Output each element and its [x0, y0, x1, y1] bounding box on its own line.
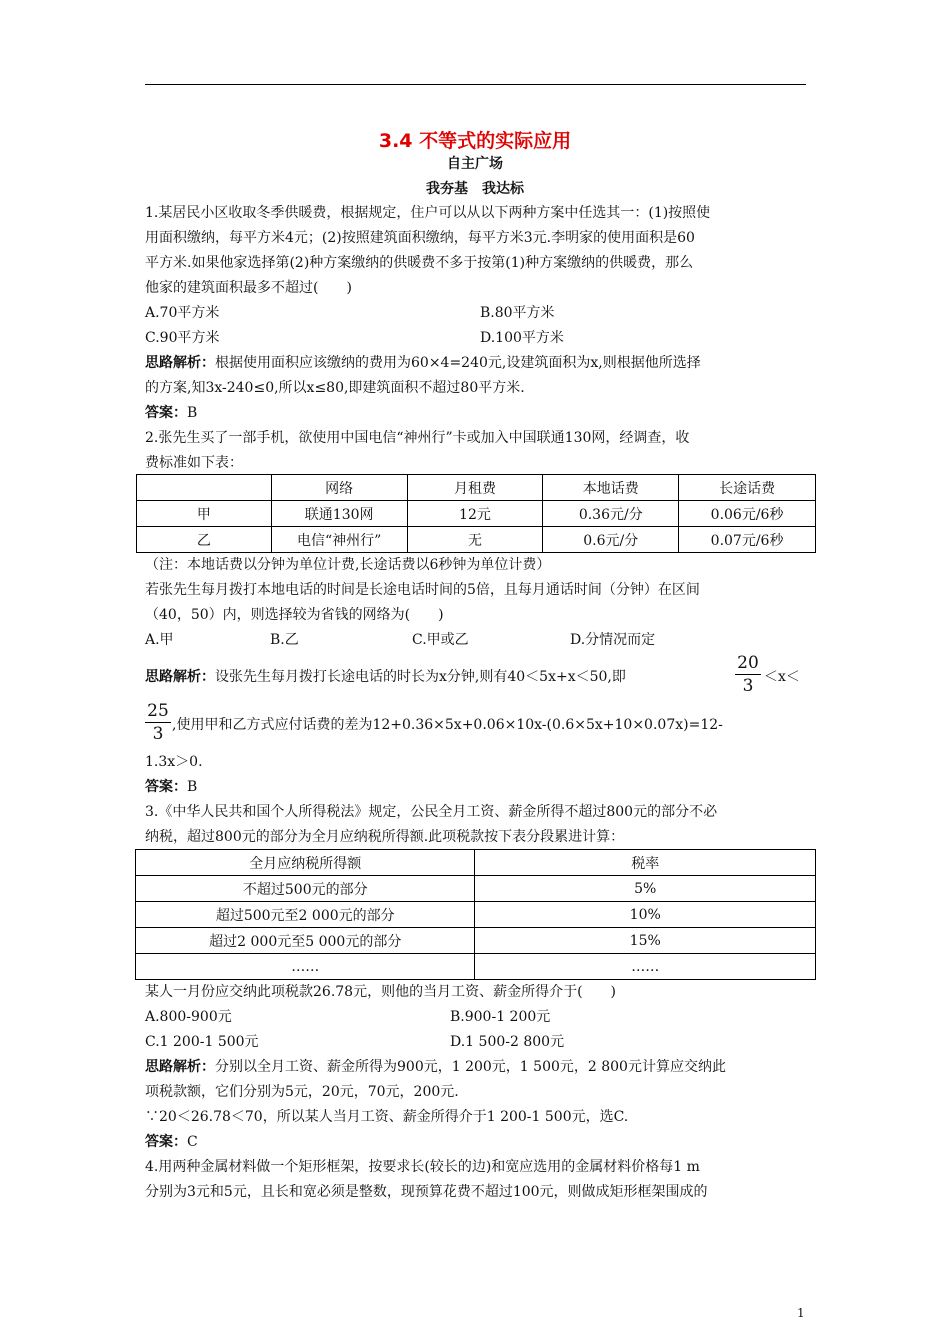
analysis-text: 设张先生每月拨打长途电话的时长为x分钟,则有40＜5x+x＜50,即 [215, 669, 626, 685]
answer-value: B [187, 405, 198, 421]
q3-option-a: A.800-900元 [145, 1009, 232, 1025]
q2-note: （注：本地话费以分钟为单位计费,长途话费以6秒钟为单位计费） [145, 557, 551, 573]
table-row [137, 527, 816, 553]
table-cell: 0.36元/分 [543, 501, 679, 527]
q3-line-2: 纳税，超过800元的部分为全月应纳税所得额.此项税款按下表分段累进计算： [145, 829, 625, 845]
q1-line-2: 用面积缴纳，每平方米4元；(2)按照建筑面积缴纳，每平方米3元.李明家的使用面积是60 [145, 230, 695, 246]
analysis-label: 思路解析： [145, 669, 215, 685]
table-cell: 10% [475, 902, 816, 928]
tax-rate-table [135, 849, 816, 980]
fee-table [136, 474, 816, 553]
q2-line-3: 若张先生每月拨打本地电话的时间是长途电话时间的5倍，且每月通话时间（分钟）在区间 [145, 582, 700, 598]
q3-answer [145, 1132, 198, 1152]
table-header-cell: 月租费 [407, 475, 543, 501]
q2-line-1: 2.张先生买了一部手机，欲使用中国电信“神州行”卡或加入中国联通130网，经调查，收 [145, 430, 690, 446]
q1-analysis-line-2: 的方案,知3x-240≤0,所以x≤80,即建筑面积不超过80平方米. [145, 380, 525, 396]
q2-analysis-inequality: ＜x＜ [764, 669, 800, 685]
table-header-cell [137, 475, 272, 501]
table-cell: 超过2 000元至5 000元的部分 [136, 928, 475, 954]
answer-label: 答案： [145, 1134, 187, 1150]
answer-label: 答案： [145, 405, 187, 421]
q1-option-c: C.90平方米 [145, 330, 220, 346]
fraction-25-over-3 [145, 700, 171, 745]
answer-value: C [187, 1134, 198, 1150]
table-cell: 乙 [137, 527, 272, 553]
table-header-cell: 长途话费 [679, 475, 816, 501]
table-cell: 0.07元/6秒 [679, 527, 816, 553]
q1-option-a: A.70平方米 [145, 305, 220, 321]
table-row [136, 902, 816, 928]
table-header-cell: 税率 [475, 850, 816, 876]
table-row [136, 954, 816, 980]
q2-analysis-line-3: 1.3x＞0. [145, 754, 203, 770]
table-row [137, 501, 816, 527]
table-cell: 无 [407, 527, 543, 553]
q1-analysis-line-1 [145, 353, 701, 373]
page-title: 3.4 不等式的实际应用 [378, 130, 572, 152]
answer-label: 答案： [145, 779, 187, 795]
q2-analysis-line-2: ,使用甲和乙方式应付话费的差为12+0.36×5x+0.06×10x-(0.6×5x+10×0.07x)=12- [172, 717, 723, 733]
table-cell: …… [136, 954, 475, 980]
table-row [136, 928, 816, 954]
q1-option-b: B.80平方米 [480, 305, 555, 321]
section-subheading: 我夯基 我达标 [426, 181, 524, 197]
q3-analysis-line-3: ∵20＜26.78＜70，所以某人当月工资、薪金所得介于1 200-1 500元，选C. [145, 1109, 629, 1125]
table-cell: 甲 [137, 501, 272, 527]
analysis-label: 思路解析： [145, 1059, 215, 1075]
table-header-cell: 网络 [271, 475, 407, 501]
q3-line-3: 某人一月份应交纳此项税款26.78元，则他的当月工资、薪金所得介于( ) [145, 984, 617, 1000]
q1-option-d: D.100平方米 [480, 330, 564, 346]
q2-analysis-line-1 [145, 667, 626, 687]
table-cell: …… [475, 954, 816, 980]
table-cell: 15% [475, 928, 816, 954]
q1-line-4: 他家的建筑面积最多不超过( ) [145, 280, 352, 296]
q1-line-1: 1.某居民小区收取冬季供暖费，根据规定，住户可以从以下两种方案中任选其一：(1)按照使 [145, 205, 711, 221]
q2-option-b: B.乙 [270, 632, 299, 648]
q2-option-c: C.甲或乙 [412, 632, 469, 648]
fraction-numerator: 25 [145, 700, 171, 723]
analysis-text: 分别以全月工资、薪金所得为900元，1 200元，1 500元，2 800元计算应交纳此 [215, 1059, 726, 1075]
q4-line-1: 4.用两种金属材料做一个矩形框架，按要求长(较长的边)和宽应选用的金属材料价格每1 m [145, 1159, 700, 1175]
q1-answer [145, 403, 197, 423]
table-cell: 超过500元至2 000元的部分 [136, 902, 475, 928]
table-cell: 12元 [407, 501, 543, 527]
q1-line-3: 平方米.如果他家选择第(2)种方案缴纳的供暖费不多于按第(1)种方案缴纳的供暖费，那么 [145, 255, 694, 271]
q2-option-a: A.甲 [145, 632, 174, 648]
fraction-20-over-3 [735, 652, 761, 697]
table-header-row [136, 850, 816, 876]
q3-option-b: B.900-1 200元 [450, 1009, 551, 1025]
q2-answer [145, 777, 197, 797]
table-cell: 不超过500元的部分 [136, 876, 475, 902]
q3-option-d: D.1 500-2 800元 [450, 1034, 565, 1050]
table-header-cell: 本地话费 [543, 475, 679, 501]
answer-value: B [187, 779, 198, 795]
fraction-denominator: 3 [152, 724, 164, 744]
table-header-cell: 全月应纳税所得额 [136, 850, 475, 876]
q2-line-4: （40，50）内，则选择较为省钱的网络为( ) [145, 607, 444, 623]
table-row [136, 876, 816, 902]
fraction-numerator: 20 [735, 652, 761, 675]
table-cell: 联通130网 [271, 501, 407, 527]
table-header-row [137, 475, 816, 501]
q3-analysis-line-2: 项税款额，它们分别为5元，20元，70元，200元. [145, 1084, 459, 1100]
page-number: 1 [797, 1306, 805, 1320]
q3-line-1: 3.《中华人民共和国个人所得税法》规定，公民全月工资、薪金所得不超过800元的部分不必 [145, 804, 718, 820]
analysis-label: 思路解析： [145, 355, 215, 371]
q4-line-2: 分别为3元和5元，且长和宽必须是整数，现预算花费不超过100元，则做成矩形框架围成的 [145, 1184, 708, 1200]
section-heading: 自主广场 [447, 156, 503, 172]
table-cell: 电信“神州行” [271, 527, 407, 553]
q2-line-2: 费标准如下表： [145, 455, 243, 471]
analysis-text: 根据使用面积应该缴纳的费用为60×4=240元,设建筑面积为x,则根据他所选择 [215, 355, 701, 371]
table-cell: 5% [475, 876, 816, 902]
header-rule [145, 84, 806, 85]
fraction-denominator: 3 [742, 676, 754, 696]
table-cell: 0.06元/6秒 [679, 501, 816, 527]
q2-option-d: D.分情况而定 [570, 632, 656, 648]
q3-analysis-line-1 [145, 1057, 726, 1077]
q3-option-c: C.1 200-1 500元 [145, 1034, 259, 1050]
table-cell: 0.6元/分 [543, 527, 679, 553]
